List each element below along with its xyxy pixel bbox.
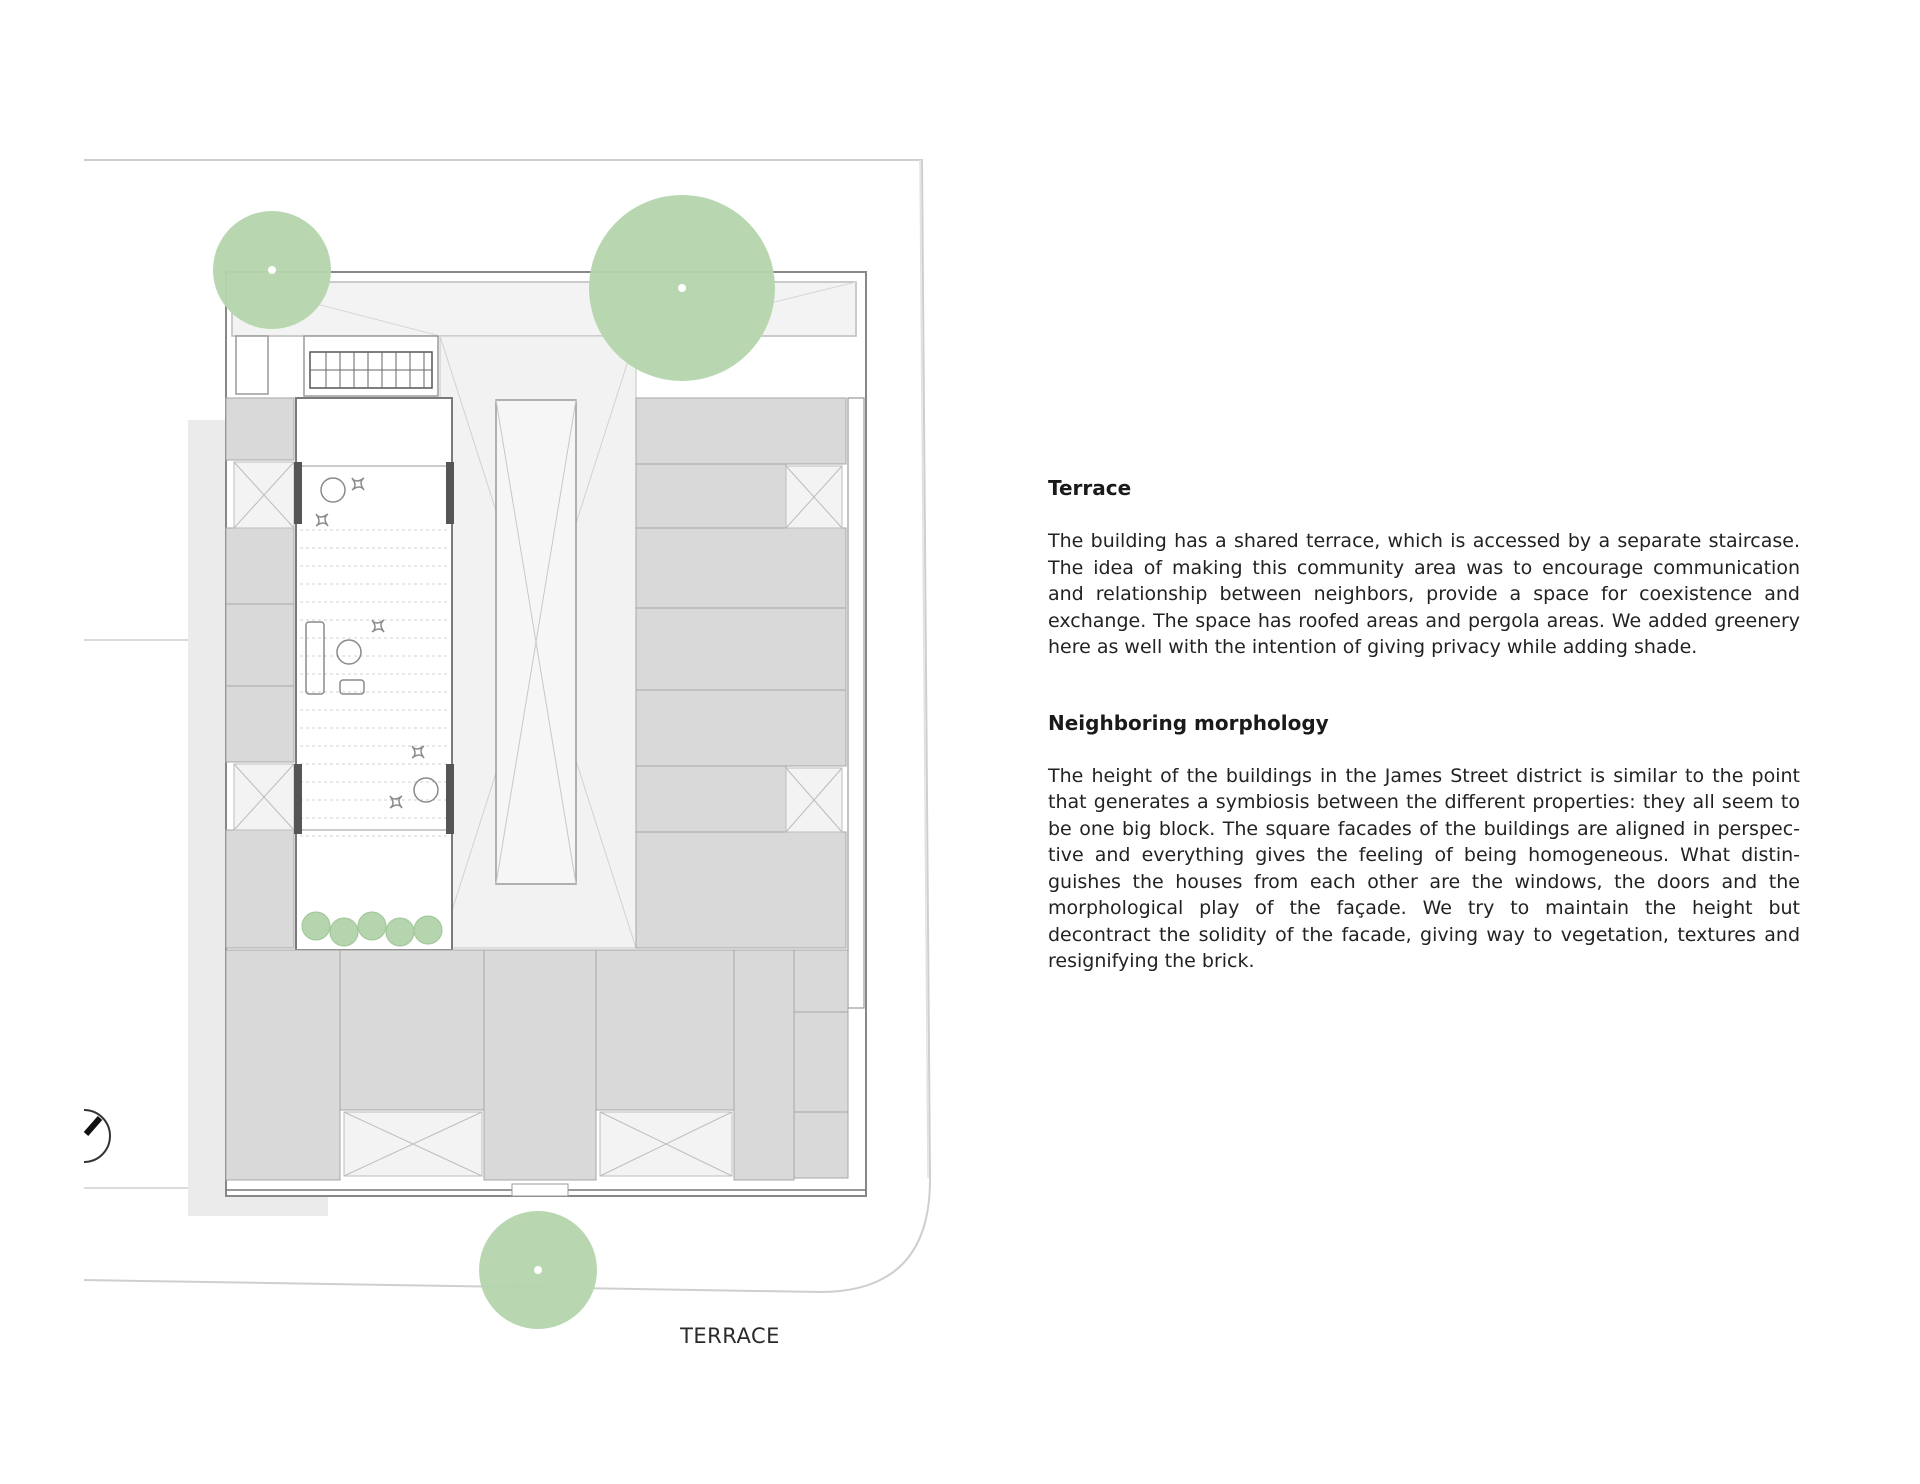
section-neighboring-morphology — [1048, 711, 1800, 975]
tree-top-right — [589, 195, 775, 381]
section-body: The building has a shared terrace, which is accessed by a separate staircase. The idea of making this community area was to encourage communication and relationship between neighbors, provide a space for coexistence and exchange. The space has roofed areas and pergola areas. We added greenery here as well with the intention of giving privacy while adding shade. — [1048, 530, 1800, 658]
text-panel — [1048, 476, 1800, 1025]
right-edge-strip — [848, 398, 864, 1008]
shadow-bottom — [188, 1196, 328, 1216]
tree-top-left — [213, 211, 331, 329]
section-heading: Terrace — [1048, 476, 1132, 500]
entrance-step — [512, 1184, 568, 1196]
tree-bottom — [479, 1211, 597, 1329]
staircase-icon — [236, 336, 438, 396]
neighbor-blocks-bottom — [226, 950, 848, 1180]
pergola-terrace — [296, 398, 452, 950]
plan-caption: TERRACE — [680, 1324, 780, 1348]
shadow-left — [188, 420, 228, 1216]
section-terrace — [1048, 476, 1800, 661]
section-body: The height of the buildings in the James Street district is similar to the point that generates a symbiosis between the different properties: they all seem to be one big block. The square facades of the buildings are aligned in perspec-tive and everything gives the feeling of being homogeneous. What distin-guishes the houses from each other are the windows, the doors and the morphological play of the façade. We try to maintain the height but decontract the solidity of the facade, giving way to vegetation, textures and resignifying the brick. — [1048, 764, 1800, 972]
north-arrow-icon — [84, 1110, 110, 1162]
section-heading: Neighboring morphology — [1048, 710, 1329, 735]
